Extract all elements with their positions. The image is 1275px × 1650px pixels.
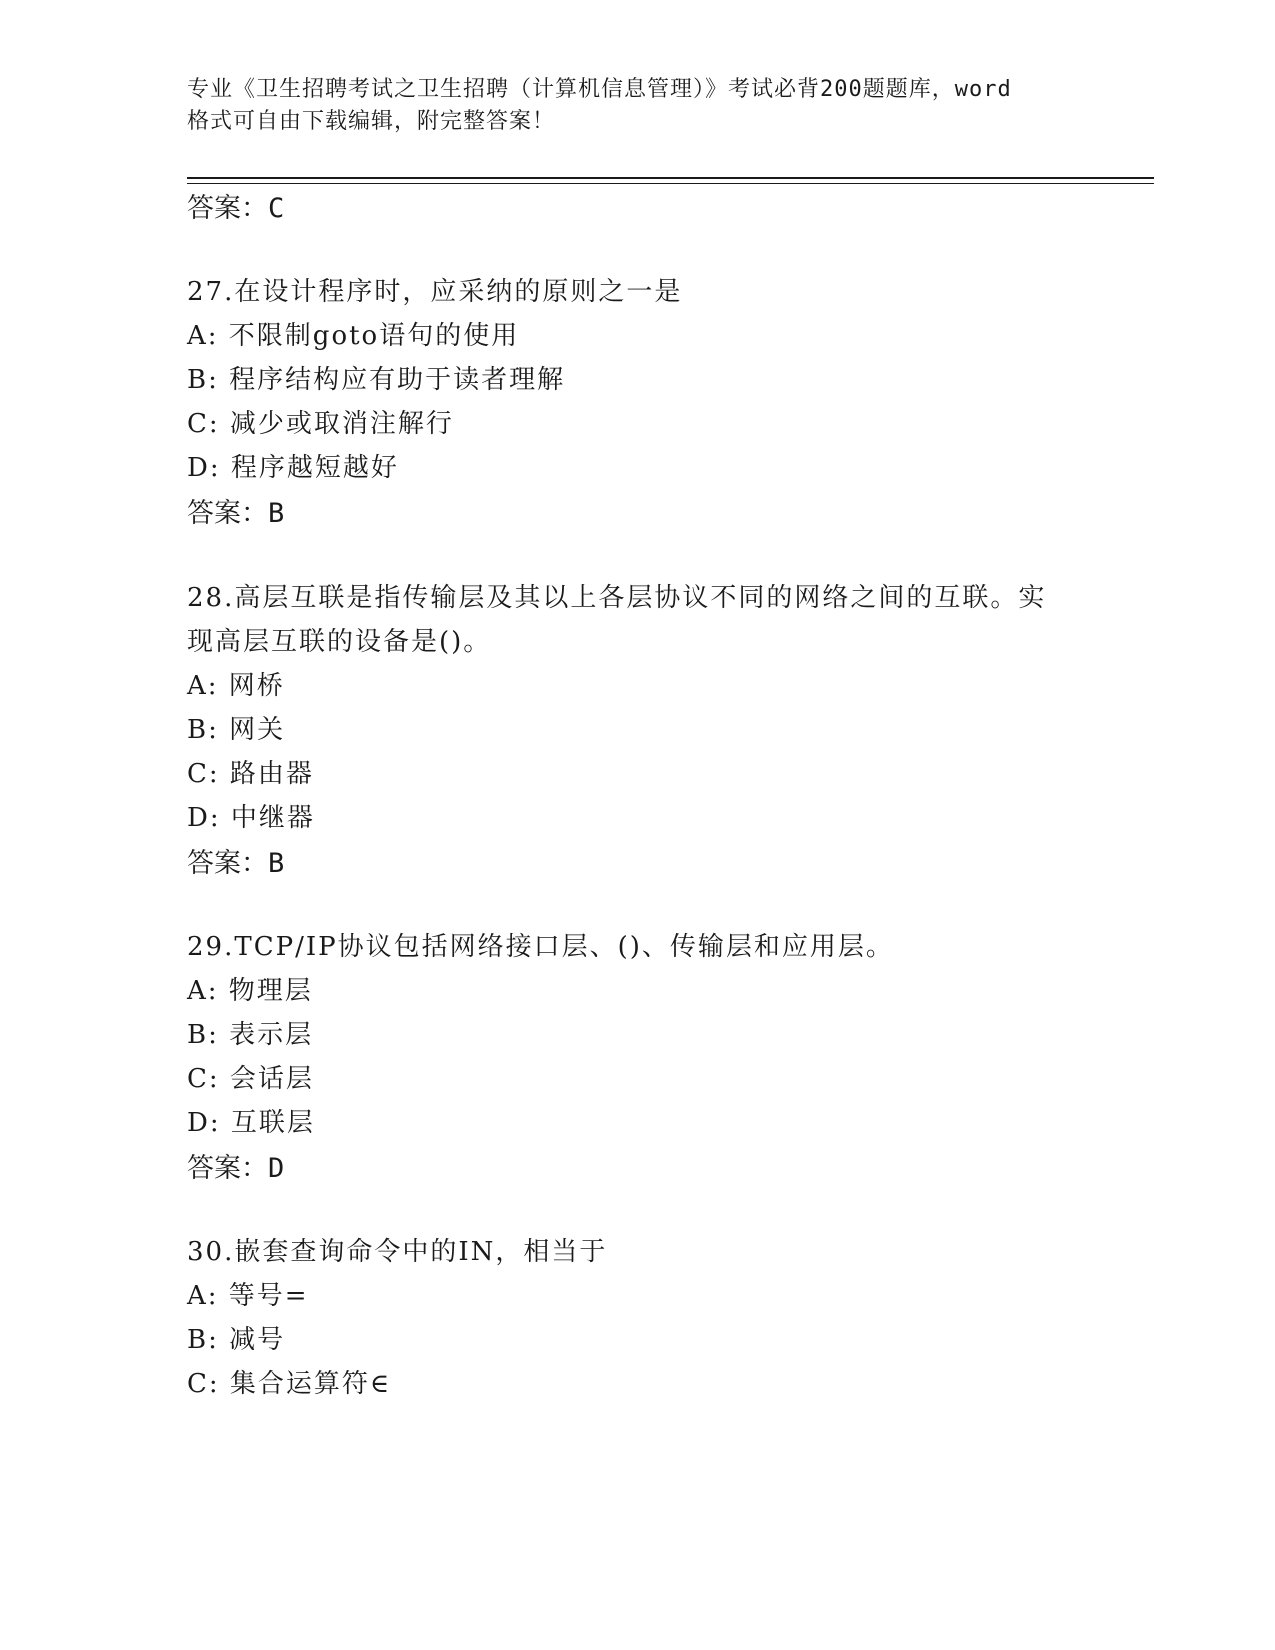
header-divider-thick xyxy=(187,177,1154,179)
question-30-option-c: C: 集合运算符∈ xyxy=(187,1369,392,1399)
question-28-stem-line-1: 28.高层互联是指传输层及其以上各层协议不同的网络之间的互联。实 xyxy=(187,583,1047,613)
previous-answer: 答案：C xyxy=(187,193,285,224)
header-title-line-1: 专业《卫生招聘考试之卫生招聘（计算机信息管理）》考试必背200题题库，word xyxy=(187,77,1012,102)
question-27-answer: 答案：B xyxy=(187,498,285,529)
question-30-option-a: A: 等号= xyxy=(187,1281,309,1311)
question-29-option-a: A: 物理层 xyxy=(187,976,313,1006)
question-28-answer: 答案：B xyxy=(187,848,285,879)
question-29-option-b: B: 表示层 xyxy=(187,1020,314,1050)
question-29-stem: 29.TCP/IP协议包括网络接口层、()、传输层和应用层。 xyxy=(187,932,894,962)
question-28-stem-line-2: 现高层互联的设备是()。 xyxy=(187,627,492,657)
question-29-option-c: C: 会话层 xyxy=(187,1064,314,1094)
question-28-option-b: B: 网关 xyxy=(187,715,286,745)
question-27-stem: 27.在设计程序时，应采纳的原则之一是 xyxy=(187,277,683,307)
question-28-option-c: C: 路由器 xyxy=(187,759,314,789)
question-29-answer: 答案：D xyxy=(187,1153,285,1184)
question-28-option-a: A: 网桥 xyxy=(187,671,285,701)
question-27-option-c: C: 减少或取消注解行 xyxy=(187,409,454,439)
question-27-option-b: B: 程序结构应有助于读者理解 xyxy=(187,365,566,395)
header-divider-thin xyxy=(187,183,1154,184)
question-30-stem: 30.嵌套查询命令中的IN，相当于 xyxy=(187,1237,608,1267)
document-header xyxy=(187,74,1087,138)
question-27-option-a: A: 不限制goto语句的使用 xyxy=(187,321,520,351)
question-28-option-d: D: 中继器 xyxy=(187,803,315,833)
header-title-line-2: 格式可自由下载编辑，附完整答案！ xyxy=(187,109,556,134)
question-29-option-d: D: 互联层 xyxy=(187,1108,315,1138)
question-27-option-d: D: 程序越短越好 xyxy=(187,453,399,483)
question-30-option-b: B: 减号 xyxy=(187,1325,286,1355)
